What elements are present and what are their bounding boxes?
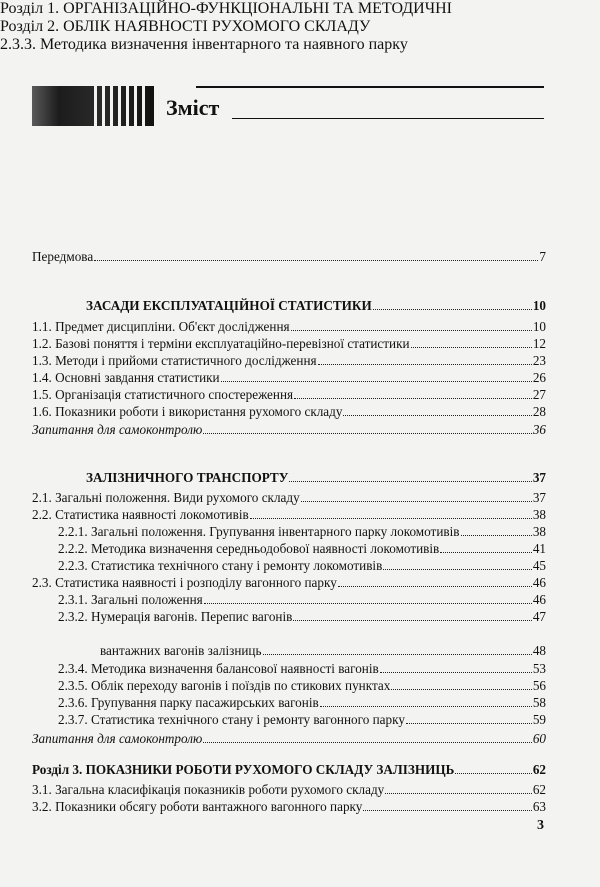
toc-entry-1-1[interactable] — [32, 319, 546, 335]
toc-entry-3-2[interactable] — [32, 799, 546, 815]
toc-entry-label: 2.1. Загальні положення. Види рухомого складу — [32, 490, 300, 505]
toc-entry-label: 2.2.1. Загальні положення. Групування інвентарного парку локомотивів — [58, 524, 460, 539]
toc-entry-2-3-7[interactable] — [58, 712, 546, 728]
toc-entry-2-2-1[interactable] — [58, 524, 546, 540]
toc-entry-2-2[interactable] — [32, 507, 546, 523]
toc-entry-label: 2.3.7. Статистика технічного стану і ремонту вагонного парку — [58, 712, 405, 727]
toc-entry-2-3-5[interactable] — [58, 678, 546, 694]
toc-leader-dots — [391, 689, 531, 690]
toc-leader-dots — [204, 603, 532, 604]
toc-leader-dots — [320, 706, 532, 707]
header-decoration-bar — [32, 86, 154, 126]
page-number: 3 — [537, 818, 544, 833]
section-2-title-line1[interactable]: Розділ 2. ОБЛІК НАЯВНОСТІ РУХОМОГО СКЛАДУ — [0, 18, 371, 35]
toc-entry-questions-1[interactable] — [32, 422, 546, 438]
toc-leader-dots — [203, 742, 532, 743]
toc-leader-dots — [263, 654, 532, 655]
toc-entry-label: 2.3.5. Облік переходу вагонів і поїздів по стикових пунктах — [58, 678, 391, 693]
page-title: Зміст — [166, 95, 220, 120]
toc-leader-dots — [385, 793, 532, 794]
toc-entry-label: 2.3.4. Методика визначення балансової наявності вагонів — [58, 661, 379, 676]
toc-entry-page: 27 — [532, 387, 546, 402]
section-1-title-line1[interactable]: Розділ 1. ОРГАНІЗАЦІЙНО-ФУНКЦІОНАЛЬНІ ТА МЕТОДИЧНІ — [0, 0, 452, 17]
header-underline — [232, 118, 544, 119]
toc-entry-1-6[interactable] — [32, 404, 546, 420]
toc-leader-dots — [94, 260, 538, 261]
toc-entry-label: 1.4. Основні завдання статистики — [32, 370, 220, 385]
toc-entry-1-2[interactable] — [32, 336, 546, 352]
toc-entry-page: 23 — [532, 353, 546, 368]
toc-entry-page: 12 — [532, 336, 546, 351]
toc-entry-page: 36 — [532, 422, 546, 437]
toc-entry-page: 45 — [532, 558, 546, 573]
toc-entry-2-3-3[interactable] — [100, 643, 546, 659]
toc-leader-dots — [203, 433, 532, 434]
toc-entry-1-3[interactable] — [32, 353, 546, 369]
toc-entry-questions-2[interactable] — [32, 731, 546, 747]
toc-entry-2-3[interactable] — [32, 575, 546, 591]
toc-entry-label: 3.1. Загальна класифікація показників роботи рухомого складу — [32, 782, 385, 797]
toc-entry-page: 37 — [532, 470, 546, 485]
toc-leader-dots — [383, 569, 532, 570]
toc-entry-page: 7 — [539, 249, 546, 264]
toc-entry-page: 28 — [532, 404, 546, 419]
toc-entry-label: 1.3. Методи і прийоми статистичного дослідження — [32, 353, 317, 368]
toc-entry-label: 3.2. Показники обсягу роботи вантажного вагонного парку — [32, 799, 363, 814]
toc-entry-page: 53 — [532, 661, 546, 676]
toc-entry-label: 1.2. Базові поняття і терміни експлуатаційно-перевізної статистики — [32, 336, 410, 351]
toc-entry-page: 62 — [532, 762, 546, 777]
toc-entry-page: 26 — [532, 370, 546, 385]
toc-entry-label: Передмова — [32, 249, 94, 264]
toc-leader-dots — [318, 364, 532, 365]
toc-entry-section-3[interactable] — [32, 762, 546, 778]
toc-entry-label: 2.3.1. Загальні положення — [58, 592, 203, 607]
toc-leader-dots — [338, 586, 532, 587]
toc-leader-dots — [250, 518, 532, 519]
toc-leader-dots — [461, 535, 532, 536]
toc-leader-dots — [406, 723, 532, 724]
toc-entry-page: 10 — [532, 298, 546, 313]
toc-leader-dots — [289, 481, 531, 482]
toc-entry-page: 46 — [532, 575, 546, 590]
toc-entry-2-3-6[interactable] — [58, 695, 546, 711]
toc-entry-section-1[interactable] — [86, 298, 546, 314]
toc-entry-label: 1.5. Організація статистичного спостереження — [32, 387, 294, 402]
toc-leader-dots — [294, 398, 532, 399]
toc-entry-page: 56 — [532, 678, 546, 693]
toc-entry-3-1[interactable] — [32, 782, 546, 798]
header-top-rule — [196, 86, 544, 88]
toc-leader-dots — [373, 309, 532, 310]
toc-entry-page: 59 — [532, 712, 546, 727]
toc-entry-2-3-4[interactable] — [58, 661, 546, 677]
toc-entry-label: Запитання для самоконтролю — [32, 422, 203, 437]
toc-entry-page: 63 — [532, 799, 546, 814]
toc-entry-page: 37 — [532, 490, 546, 505]
toc-entry-page: 47 — [532, 609, 546, 624]
toc-entry-section-2[interactable] — [86, 470, 546, 486]
section-2-title-line2: ЗАЛІЗНИЧНОГО ТРАНСПОРТУ — [86, 470, 289, 485]
toc-entry-page: 38 — [532, 524, 546, 539]
toc-leader-dots — [440, 552, 532, 553]
section-3-title: Розділ 3. ПОКАЗНИКИ РОБОТИ РУХОМОГО СКЛАДУ ЗАЛІЗНИЦЬ — [32, 762, 455, 777]
toc-leader-dots — [455, 773, 531, 774]
toc-entry-1-4[interactable] — [32, 370, 546, 386]
toc-leader-dots — [291, 330, 532, 331]
toc-entry-page: 48 — [532, 643, 546, 658]
toc-leader-dots — [301, 501, 532, 502]
toc-entry-page: 41 — [532, 541, 546, 556]
toc-leader-dots — [293, 620, 531, 621]
toc-leader-dots — [221, 381, 532, 382]
toc-entry-label: вантажних вагонів залізниць — [100, 643, 262, 658]
toc-entry-label: 2.3.2. Нумерація вагонів. Перепис вагонів — [58, 609, 293, 624]
toc-entry-page: 38 — [532, 507, 546, 522]
toc-entry-2-2-2[interactable] — [58, 541, 546, 557]
toc-entry-label: 1.1. Предмет дисципліни. Об'єкт дослідження — [32, 319, 290, 334]
toc-leader-dots — [343, 415, 531, 416]
toc-entry-page: 10 — [532, 319, 546, 334]
toc-entry-page: 46 — [532, 592, 546, 607]
toc-leader-dots — [363, 810, 531, 811]
toc-entry-2-3-2[interactable] — [58, 609, 546, 625]
toc-entry-2-3-1[interactable] — [58, 592, 546, 608]
toc-entry-label: 2.3.6. Групування парку пасажирських вагонів — [58, 695, 319, 710]
toc-entry-2-1[interactable] — [32, 490, 546, 506]
toc-entry-page: 60 — [532, 731, 546, 746]
toc-entry-preface[interactable] — [32, 249, 546, 265]
toc-entry-label: Запитання для самоконтролю — [32, 731, 203, 746]
toc-entry-1-5[interactable] — [32, 387, 546, 403]
toc-entry-label: 2.3. Статистика наявності і розподілу вагонного парку — [32, 575, 337, 590]
toc-leader-dots — [411, 347, 532, 348]
toc-entry-2-3-3-line1[interactable]: 2.3.3. Методика визначення інвентарного та наявного парку — [0, 36, 408, 53]
toc-entry-label: 1.6. Показники роботи і використання рухомого складу — [32, 404, 343, 419]
toc-entry-label: 2.2.2. Методика визначення середньодобової наявності локомотивів — [58, 541, 440, 556]
toc-entry-label: 2.2.3. Статистика технічного стану і ремонту локомотивів — [58, 558, 383, 573]
toc-entry-page: 62 — [532, 782, 546, 797]
toc-entry-label: 2.2. Статистика наявності локомотивів — [32, 507, 249, 522]
toc-entry-2-2-3[interactable] — [58, 558, 546, 574]
toc-entry-page: 58 — [532, 695, 546, 710]
section-1-title-line2: ЗАСАДИ ЕКСПЛУАТАЦІЙНОЇ СТАТИСТИКИ — [86, 298, 372, 313]
toc-leader-dots — [380, 672, 532, 673]
